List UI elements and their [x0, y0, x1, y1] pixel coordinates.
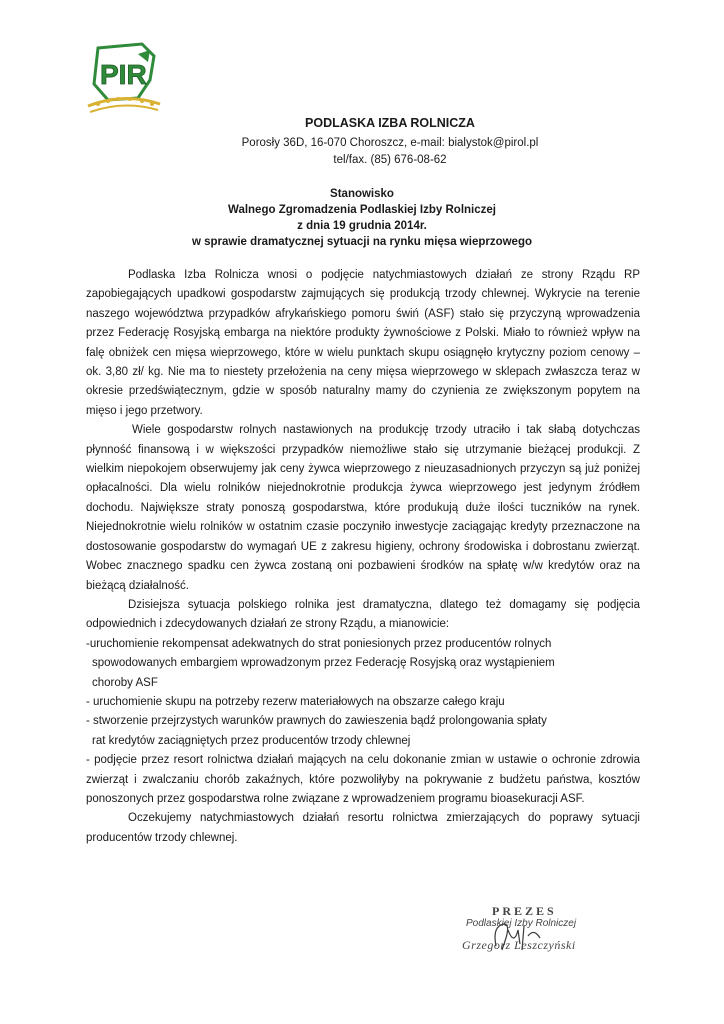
signature-institution: Podlaskiej Izby Rolniczej: [466, 918, 577, 929]
pir-logo: [84, 40, 164, 116]
org-name: PODLASKA IZBA ROLNICZA: [305, 116, 475, 130]
paragraph-4: Oczekujemy natychmiastowych działań resortu rolnictwa zmierzających do poprawy sytuacji producentów trzody chlewnej.: [86, 812, 640, 844]
paragraph-2: Wiele gospodarstw rolnych nastawionych na produkcję trzody utraciło i tak słabą dotychczas płynność finansową i w większości przypadków niemożliwe stało się utrzymanie bieżącej produkcji. Z wielkim niepokojem obserwujemy jak ceny żywca wieprzowego z nieuzasadnionych przyczyn są już poniżej opłacalności. Dla wielu rolników niejednokrotnie produkcja żywca wieprzowego jest jedynym źródłem dochodu. Największe straty ponoszą gospodarstwa, które produkują duże ilości tuczników na rynek. Niejednokrotnie wielu rolników w ostatnim czasie poczyniło inwestycje zaciągając kredyty przeznaczone na dostosowanie gospodarstw do wymagań UE z zakresu higieny, ochrony środowiska i dobrostanu zwierząt. Wobec znacznego spadku cen żywca zostaną oni pozbawieni środków na spłatę w/w kredytów oraz na bieżącą działalność.: [86, 424, 640, 592]
demands-list: [86, 635, 640, 810]
phone-line: tel/fax. (85) 676-08-62: [333, 154, 447, 166]
list-item-3-line-2: rat kredytów zaciągniętych przez producentów trzody chlewnej: [92, 734, 411, 747]
document-body: [86, 266, 640, 848]
address-line: Porosły 36D, 16-070 Choroszcz, e-mail: bialystok@pirol.pl: [241, 137, 539, 149]
title-line-3: z dnia 19 grudnia 2014r.: [297, 220, 427, 232]
list-item-1-line-1: -uruchomienie rekompensat adekwatnych do strat poniesionych przez producentów rolnych: [86, 637, 552, 650]
title-line-4: w sprawie dramatycznej sytuacji na rynku mięsa wieprzowego: [191, 236, 532, 248]
signature-name: Grzegorz Leszczyński: [462, 938, 576, 952]
list-item-3-line-1: - stworzenie przejrzystych warunków prawnych do zawieszenia bądź prolongowania spłaty: [86, 715, 547, 728]
title-line-1: Stanowisko: [330, 188, 394, 200]
list-item-1-line-3: choroby ASF: [92, 676, 158, 689]
signature-stamp: [462, 904, 602, 964]
logo-text: PIR: [100, 59, 147, 90]
handwritten-signature: [488, 916, 548, 956]
title-line-2: Walnego Zgromadzenia Podlaskiej Izby Rolniczej: [228, 204, 496, 216]
document-title: [0, 186, 724, 250]
org-address: [28, 135, 724, 169]
list-item-4: - podjęcie przez resort rolnictwa działań mających na celu dokonanie zmian w ustawie o ochronie zdrowia zwierząt i zwalczaniu chorób zakaźnych, które pozwoliłyby na pokrywanie z budżetu państwa, kosztów ponoszonych przez gospodarstwa rolne związane z wprowadzeniem programu bioasekuracji ASF.: [86, 754, 640, 805]
list-item-1-line-2: spowodowanych embargiem wprowadzonym przez Federację Rosyjską oraz wystąpieniem: [92, 657, 555, 670]
list-item-2: - uruchomienie skupu na potrzeby rezerw materiałowych na obszarze całego kraju: [86, 695, 505, 708]
paragraph-3: Dzisiejsza sytuacja polskiego rolnika jest dramatyczna, dlatego też domagamy się podjęcia odpowiednich i zdecydowanych działań ze strony Rządu, a mianowicie:: [86, 598, 640, 631]
paragraph-1: Podlaska Izba Rolnicza wnosi o podjęcie natychmiastowych działań ze strony Rządu RP zapobiegających upadkowi gospodarstw zajmujących się produkcją trzody chlewnej. Wykrycie na terenie naszego województwa przypadków afrykańskiego pomoru świń (ASF) stało się przyczyną wprowadzenia przez Federację Rosyjską embarga na niektóre produkty żywnościowe z Polski. Miało to również wpływ na falę obniżek cen mięsa wieprzowego, które w wielu punktach skupu osiągnęło krytyczny poziom cenowy – ok. 3,80 zł/ kg. Nie ma to niestety przełożenia na ceny mięsa wieprzowego w sklepach zwłaszcza teraz w okresie przedświątecznym, gdzie w sposób naturalny mamy do czynienia ze zwiększonym popytem na mięso i jego przetwory.: [86, 269, 640, 417]
signature-title: PREZES: [492, 904, 557, 918]
